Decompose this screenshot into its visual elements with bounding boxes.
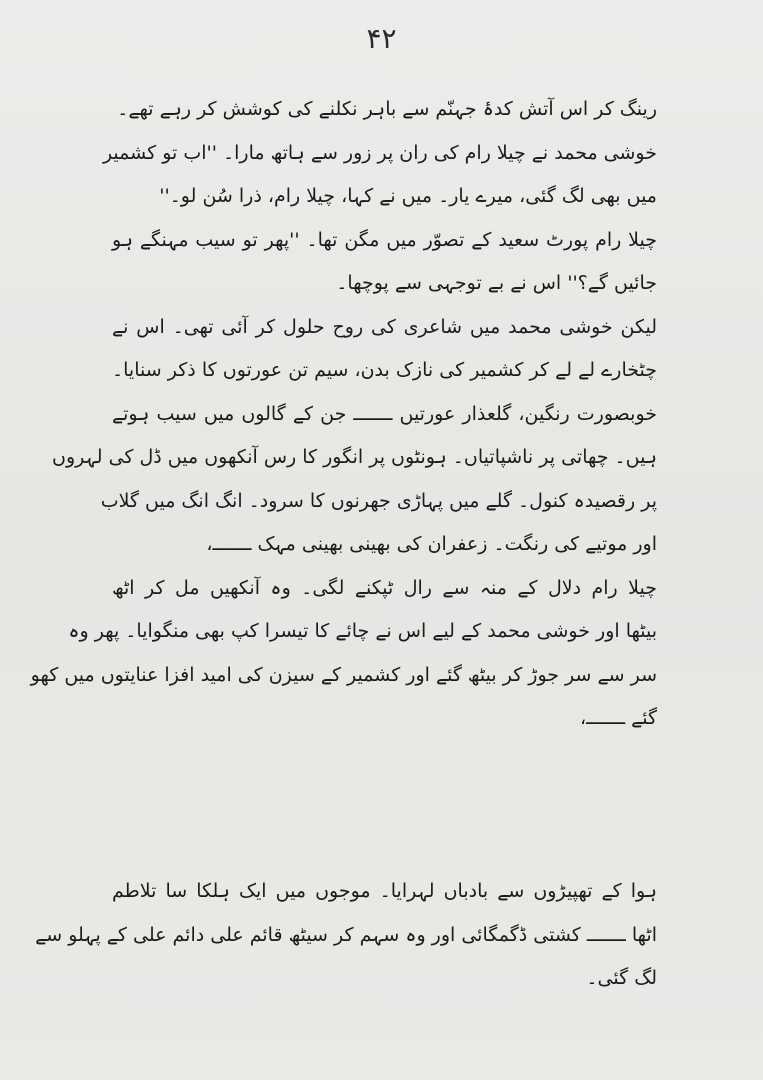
paragraph-line: ہوا کے تھپیڑوں سے بادباں لہرایا۔ موجوں میں ایک ہلکا سا تلاطم [112,880,657,902]
paragraph-line: میں بھی لگ گئی، میرے یار۔ میں نے کہا، چیلا رام، ذرا سُن لو۔'' [159,185,657,207]
paragraph-line: اٹھا ـــــــ کشتی ڈگمگائی اور وہ سہم کر سیٹھ قائم علی دائم علی کے پہلو سے [35,923,657,946]
paragraph-line: پر رقصیدہ کنول۔ گلے میں پہاڑی جھرنوں کا سرود۔ انگ انگ میں گلاب [100,489,657,512]
paragraph-line: خوبصورت رنگین، گلعذار عورتیں ـــــــ جن کے گالوں میں سیب ہوتے [112,402,657,425]
paragraph-line: لیکن خوشی محمد میں شاعری کی روح حلول کر آئی تھی۔ اس نے [112,315,657,338]
paragraph-line: بیٹھا اور خوشی محمد کے لیے اس نے چائے کا تیسرا کپ بھی منگوایا۔ پھر وہ [68,620,657,642]
paragraph-line: خوشی محمد نے چیلا رام کی ران پر زور سے ہاتھ مارا۔ ''اب تو کشمیر [102,141,657,164]
paragraph-line: سر سے سر جوڑ کر بیٹھ گئے اور کشمیر کے سیزن کی امید افزا عنایتوں میں کھو [30,663,657,686]
paragraph-line: لگ گئی۔ [586,967,657,989]
main-text-block [30,88,657,741]
paragraph-line: چٹخارے لے لے کر کشمیر کی نازک بدن، سیم تن عورتوں کا ذکر سنایا۔ [112,359,657,381]
section-text-block [35,870,657,1001]
page-number: ۴۲ [366,22,397,55]
paragraph-line: رینگ کر اس آتش کدۂ جہنّم سے باہر نکلنے کی کوشش کر رہے تھے۔ [117,98,657,120]
paragraph-line: چیلا رام دلال کے منہ سے رال ٹپکنے لگی۔ وہ آنکھیں مل کر اٹھ [112,576,657,599]
paragraph-line: ہیں۔ چھاتی پر ناشپاتیاں۔ ہونٹوں پر انگور کا رس آنکھوں میں ڈل کی لہروں [52,446,657,468]
paragraph-line: چیلا رام پورٹ سعید کے تصوّر میں مگن تھا۔ ''پھر تو سیب مہنگے ہو [112,228,657,251]
paragraph-line: اور موتیے کی رنگت۔ زعفران کی بھینی بھینی مہک ـــــــ، [206,533,657,555]
paragraph-line: جائیں گے؟'' اس نے بے توجہی سے پوچھا۔ [336,272,657,294]
paragraph-line: گئے ـــــــ، [579,707,657,729]
